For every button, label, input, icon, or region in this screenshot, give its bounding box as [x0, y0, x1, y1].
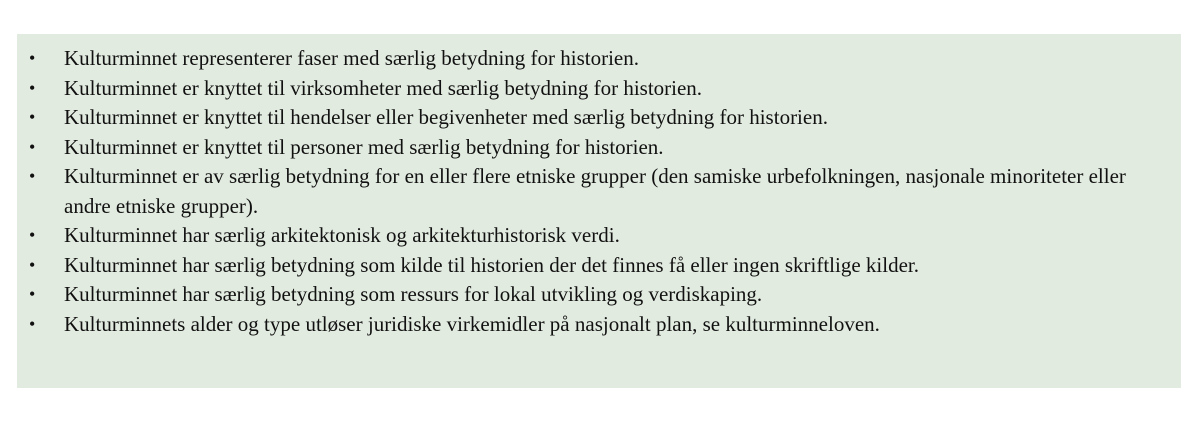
list-item-text: Kulturminnet har særlig betydning som kilde til historien der det finnes få eller ingen skriftlige kilder. [64, 252, 919, 277]
list-item-text: Kulturminnet har særlig arkitektonisk og arkitekturhistorisk verdi. [64, 223, 620, 247]
list-item [17, 251, 1181, 281]
criteria-list [17, 44, 1181, 339]
bullet-icon: • [29, 284, 36, 304]
list-item [17, 133, 1181, 163]
list-item [17, 74, 1181, 104]
list-item-text: Kulturminnet representerer faser med særlig betydning for historien. [64, 46, 639, 70]
list-item-text: Kulturminnet har særlig betydning som ressurs for lokal utvikling og verdiskaping. [64, 282, 763, 306]
list-item-text: Kulturminnet er knyttet til virksomheter med særlig betydning for historien. [64, 75, 703, 100]
list-item [17, 44, 1181, 74]
bullet-icon: • [29, 166, 36, 186]
list-item [17, 103, 1181, 133]
list-item [17, 310, 1181, 340]
bullet-icon: • [29, 136, 36, 157]
bullet-icon: • [29, 313, 36, 334]
list-item-text: Kulturminnets alder og type utløser juridiske virkemidler på nasjonalt plan, se kulturminneloven. [64, 311, 880, 336]
bullet-icon: • [29, 107, 36, 127]
bullet-icon: • [29, 254, 36, 275]
list-item-text: Kulturminnet er knyttet til hendelser eller begivenheter med særlig betydning for historien. [64, 105, 828, 129]
list-item [17, 221, 1181, 251]
list-item [17, 280, 1181, 310]
bullet-icon: • [29, 225, 36, 245]
bullet-icon: • [29, 77, 36, 98]
list-item-text: Kulturminnet er knyttet til personer med særlig betydning for historien. [64, 134, 664, 159]
list-item-text: Kulturminnet er av særlig betydning for en eller flere etniske grupper (den samiske urbefolkningen, nasjonale minoriteter eller andre etniske grupper). [64, 164, 1126, 218]
bullet-icon: • [29, 48, 36, 68]
criteria-box [17, 34, 1181, 388]
list-item [17, 162, 1181, 221]
